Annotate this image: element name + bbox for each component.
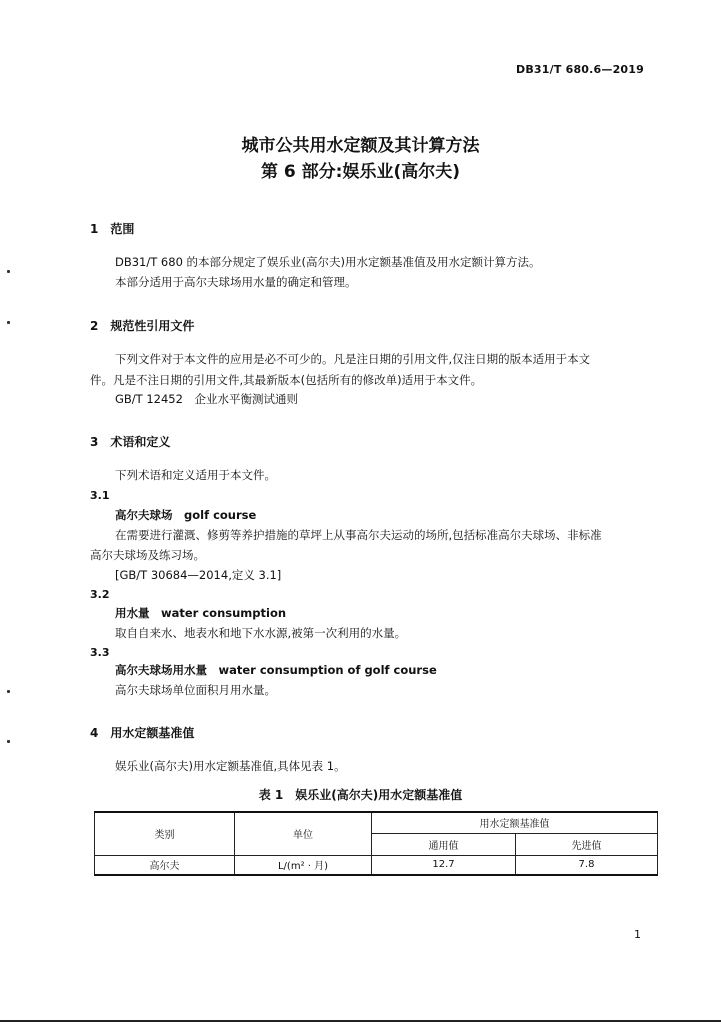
- reference-item: GB/T 12452 企业水平衡测试通则: [115, 392, 298, 406]
- cell-unit: L/(m² · 月): [235, 855, 372, 875]
- term-definition: 在需要进行灌溉、修剪等养护措施的草坪上从事高尔夫运动的场所,包括标准高尔夫球场、非标准: [115, 528, 602, 542]
- paragraph: 件。凡是不注日期的引用文件,其最新版本(包括所有的修改单)适用于本文件。: [90, 373, 483, 387]
- paragraph: 娱乐业(高尔夫)用水定额基准值,具体见表 1。: [115, 759, 346, 773]
- section-heading-quota: 4 用水定额基准值: [90, 726, 195, 740]
- standard-code: DB31/T 680.6—2019: [516, 63, 644, 76]
- header-general-value: 通用值: [372, 833, 516, 855]
- section-heading-references: 2 规范性引用文件: [90, 319, 195, 333]
- page-number: 1: [634, 928, 641, 941]
- paragraph: 本部分适用于高尔夫球场用水量的确定和管理。: [115, 275, 357, 289]
- paragraph: 下列术语和定义适用于本文件。: [115, 468, 276, 482]
- cell-advanced: 7.8: [516, 855, 658, 875]
- term-number: 3.2: [90, 588, 110, 601]
- paragraph: DB31/T 680 的本部分规定了娱乐业(高尔夫)用水定额基准值及用水定额计算方法。: [115, 255, 541, 269]
- margin-mark: [7, 690, 10, 693]
- term-definition: 高尔夫球场单位面积月用水量。: [115, 683, 276, 697]
- header-quota-group: 用水定额基准值: [372, 812, 658, 833]
- margin-mark: [7, 270, 10, 273]
- term-title: 高尔夫球场用水量 water consumption of golf course: [115, 663, 437, 677]
- section-heading-terms: 3 术语和定义: [90, 435, 171, 449]
- table-row: [95, 855, 658, 875]
- document-subtitle: 第 6 部分:娱乐业(高尔夫): [260, 162, 460, 182]
- header-unit: 单位: [235, 812, 372, 855]
- paragraph: 下列文件对于本文件的应用是必不可少的。凡是注日期的引用文件,仅注日期的版本适用于本文: [115, 352, 591, 366]
- term-source: [GB/T 30684—2014,定义 3.1]: [115, 568, 282, 582]
- term-number: 3.3: [90, 646, 110, 659]
- header-category: 类别: [95, 812, 235, 855]
- document-title: 城市公共用水定额及其计算方法: [241, 136, 480, 156]
- cell-general: 12.7: [372, 855, 516, 875]
- section-heading-scope: 1 范围: [90, 222, 135, 236]
- margin-mark: [7, 321, 10, 324]
- term-number: 3.1: [90, 489, 110, 502]
- bottom-rule: [0, 1020, 721, 1022]
- term-definition: 高尔夫球场及练习场。: [90, 548, 205, 562]
- term-title: 用水量 water consumption: [115, 606, 287, 620]
- margin-mark: [7, 740, 10, 743]
- quota-table: [94, 811, 658, 876]
- table-caption: 表 1 娱乐业(高尔夫)用水定额基准值: [258, 788, 463, 802]
- header-advanced-value: 先进值: [516, 833, 658, 855]
- term-definition: 取自自来水、地表水和地下水水源,被第一次利用的水量。: [115, 626, 407, 640]
- term-title: 高尔夫球场 golf course: [115, 508, 257, 522]
- cell-category: 高尔夫: [95, 855, 235, 875]
